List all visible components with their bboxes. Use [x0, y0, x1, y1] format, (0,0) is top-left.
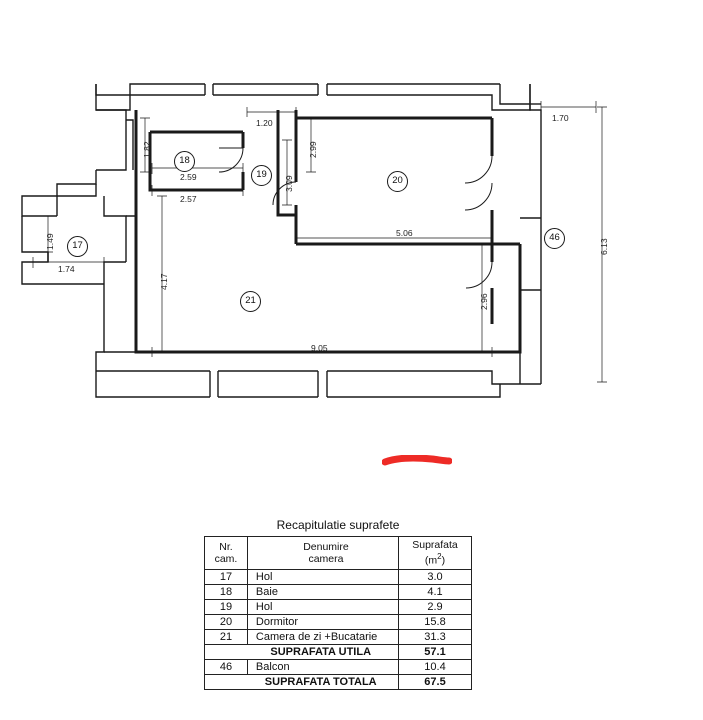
header-area-line2	[401, 551, 469, 567]
cell-room-number: 17	[205, 569, 248, 584]
cell-room-name: Hol	[247, 569, 398, 584]
room-number-21: 21	[240, 291, 261, 312]
red-highlight-marker	[382, 455, 452, 467]
cell-room-number: 19	[205, 599, 248, 614]
cell-room-number: 20	[205, 614, 248, 629]
table-row	[205, 569, 472, 584]
dimension-label: 5.06	[396, 228, 413, 238]
room-number-20: 20	[387, 171, 408, 192]
surface-table	[204, 536, 472, 690]
header-area-paren: )	[441, 554, 446, 567]
dimension-label: 2.57	[180, 194, 197, 204]
cell-room-name: Dormitor	[247, 614, 398, 629]
dimension-label: 1.74	[58, 264, 75, 274]
table-row	[205, 599, 472, 614]
room-number-17: 17	[67, 236, 88, 257]
cell-area: 10.4	[399, 659, 472, 674]
room-number-19: 19	[251, 165, 272, 186]
dimension-label: 2.59	[180, 172, 197, 182]
header-room-number-line2: cam.	[214, 552, 238, 565]
header-room-name	[247, 537, 398, 570]
dimension-label: 6.13	[599, 238, 609, 255]
table-header-row	[205, 537, 472, 570]
header-room-name-line2: camera	[308, 552, 344, 565]
header-room-number	[205, 537, 248, 570]
dimension-label: 4.17	[159, 273, 169, 290]
cell-room-name: Balcon	[247, 659, 398, 674]
cell-area: 4.1	[399, 584, 472, 599]
dimension-label: 1.70	[552, 113, 569, 123]
cell-room-name: Camera de zi +Bucatarie	[247, 629, 398, 644]
cell-area: 2.9	[399, 599, 472, 614]
cell-area: 31.3	[399, 629, 472, 644]
header-room-number-line1: Nr.	[219, 540, 233, 553]
header-area-exponent: 2	[437, 552, 442, 561]
dimension-label: 1.82	[142, 141, 152, 158]
cell-room-number: 21	[205, 629, 248, 644]
cell-room-number: 46	[205, 659, 248, 674]
cell-total-area: 67.5	[399, 674, 472, 689]
cell-area: 15.8	[399, 614, 472, 629]
table-row	[205, 584, 472, 599]
cell-subtotal-label: SUPRAFATA UTILA	[247, 644, 398, 659]
table-row	[205, 659, 472, 674]
surface-recap-block	[204, 518, 472, 690]
room-number-46: 46	[544, 228, 565, 249]
table-row	[205, 629, 472, 644]
dimension-label: 9.05	[311, 343, 328, 353]
header-room-name-line1: Denumire	[303, 540, 349, 553]
cell-total-label: SUPRAFATA TOTALA	[247, 674, 398, 689]
dimension-label: 2.99	[308, 141, 318, 158]
dimension-label: 1.49	[45, 233, 55, 250]
table-title: Recapitulatie suprafete	[276, 518, 400, 532]
dimension-label: 3.09	[284, 175, 294, 192]
cell-room-name: Baie	[247, 584, 398, 599]
dimension-label: 2.96	[479, 293, 489, 310]
cell-subtotal-blank	[205, 644, 248, 659]
cell-area: 3.0	[399, 569, 472, 584]
cell-total-blank	[205, 674, 248, 689]
dimension-label: 1.20	[256, 118, 273, 128]
cell-room-name: Hol	[247, 599, 398, 614]
header-area-unit: (m	[424, 554, 438, 567]
header-area-line1: Suprafata	[412, 539, 458, 551]
room-number-18: 18	[174, 151, 195, 172]
table-row-subtotal	[205, 644, 472, 659]
cell-room-number: 18	[205, 584, 248, 599]
table-row	[205, 614, 472, 629]
table-row-total	[205, 674, 472, 689]
cell-subtotal-area: 57.1	[399, 644, 472, 659]
header-area	[399, 537, 472, 570]
